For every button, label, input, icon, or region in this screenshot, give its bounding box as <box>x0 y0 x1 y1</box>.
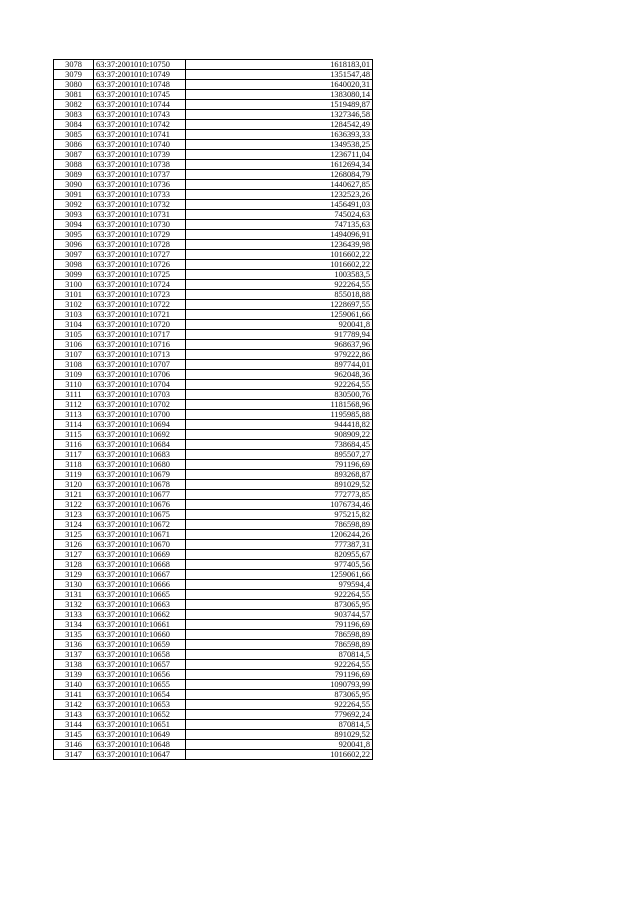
value-cell: 897744,01 <box>186 360 373 370</box>
table-row <box>54 740 373 750</box>
cadastral-value-table <box>53 59 373 760</box>
row-number-cell: 3131 <box>54 590 94 600</box>
row-number-cell: 3091 <box>54 190 94 200</box>
value-cell: 975215,82 <box>186 510 373 520</box>
table-row <box>54 440 373 450</box>
table-row <box>54 700 373 710</box>
table-row <box>54 370 373 380</box>
table-row <box>54 250 373 260</box>
table-row <box>54 280 373 290</box>
value-cell: 1383080,14 <box>186 90 373 100</box>
cadastral-number-cell: 63:37:2001010:10726 <box>94 260 186 270</box>
cadastral-number-cell: 63:37:2001010:10654 <box>94 690 186 700</box>
cadastral-number-cell: 63:37:2001010:10653 <box>94 700 186 710</box>
value-cell: 1232523,26 <box>186 190 373 200</box>
value-cell: 977405,56 <box>186 560 373 570</box>
row-number-cell: 3127 <box>54 550 94 560</box>
table-row <box>54 480 373 490</box>
cadastral-number-cell: 63:37:2001010:10739 <box>94 150 186 160</box>
row-number-cell: 3133 <box>54 610 94 620</box>
row-number-cell: 3104 <box>54 320 94 330</box>
value-cell: 1181568,96 <box>186 400 373 410</box>
table-row <box>54 350 373 360</box>
row-number-cell: 3088 <box>54 160 94 170</box>
row-number-cell: 3108 <box>54 360 94 370</box>
value-cell: 1440627,85 <box>186 180 373 190</box>
row-number-cell: 3120 <box>54 480 94 490</box>
value-cell: 738684,45 <box>186 440 373 450</box>
table-row <box>54 90 373 100</box>
row-number-cell: 3135 <box>54 630 94 640</box>
value-cell: 922264,55 <box>186 660 373 670</box>
table-row <box>54 390 373 400</box>
row-number-cell: 3144 <box>54 720 94 730</box>
table-row <box>54 100 373 110</box>
row-number-cell: 3100 <box>54 280 94 290</box>
value-cell: 1636393,33 <box>186 130 373 140</box>
value-cell: 820955,67 <box>186 550 373 560</box>
table-row <box>54 310 373 320</box>
table-row <box>54 590 373 600</box>
cadastral-number-cell: 63:37:2001010:10684 <box>94 440 186 450</box>
cadastral-number-cell: 63:37:2001010:10671 <box>94 530 186 540</box>
row-number-cell: 3145 <box>54 730 94 740</box>
value-cell: 1612694,34 <box>186 160 373 170</box>
row-number-cell: 3083 <box>54 110 94 120</box>
cadastral-number-cell: 63:37:2001010:10678 <box>94 480 186 490</box>
value-cell: 870814,5 <box>186 720 373 730</box>
cadastral-number-cell: 63:37:2001010:10732 <box>94 200 186 210</box>
row-number-cell: 3121 <box>54 490 94 500</box>
cadastral-number-cell: 63:37:2001010:10652 <box>94 710 186 720</box>
table-row <box>54 520 373 530</box>
value-cell: 1076734,46 <box>186 500 373 510</box>
cadastral-number-cell: 63:37:2001010:10666 <box>94 580 186 590</box>
table-row <box>54 720 373 730</box>
value-cell: 786598,89 <box>186 520 373 530</box>
row-number-cell: 3085 <box>54 130 94 140</box>
cadastral-number-cell: 63:37:2001010:10667 <box>94 570 186 580</box>
cadastral-number-cell: 63:37:2001010:10677 <box>94 490 186 500</box>
table-row <box>54 500 373 510</box>
cadastral-number-cell: 63:37:2001010:10744 <box>94 100 186 110</box>
value-cell: 786598,89 <box>186 640 373 650</box>
row-number-cell: 3129 <box>54 570 94 580</box>
value-cell: 1640020,31 <box>186 80 373 90</box>
cadastral-number-cell: 63:37:2001010:10717 <box>94 330 186 340</box>
value-cell: 1003583,5 <box>186 270 373 280</box>
table-row <box>54 200 373 210</box>
value-cell: 1284542,49 <box>186 120 373 130</box>
table-row <box>54 160 373 170</box>
cadastral-number-cell: 63:37:2001010:10728 <box>94 240 186 250</box>
cadastral-number-cell: 63:37:2001010:10648 <box>94 740 186 750</box>
cadastral-number-cell: 63:37:2001010:10651 <box>94 720 186 730</box>
cadastral-number-cell: 63:37:2001010:10729 <box>94 230 186 240</box>
row-number-cell: 3139 <box>54 670 94 680</box>
table-row <box>54 610 373 620</box>
value-cell: 922264,55 <box>186 280 373 290</box>
table-row <box>54 510 373 520</box>
cadastral-number-cell: 63:37:2001010:10657 <box>94 660 186 670</box>
value-cell: 1236711,04 <box>186 150 373 160</box>
cadastral-number-cell: 63:37:2001010:10656 <box>94 670 186 680</box>
row-number-cell: 3087 <box>54 150 94 160</box>
row-number-cell: 3147 <box>54 750 94 760</box>
row-number-cell: 3112 <box>54 400 94 410</box>
cadastral-number-cell: 63:37:2001010:10730 <box>94 220 186 230</box>
table-row <box>54 680 373 690</box>
row-number-cell: 3122 <box>54 500 94 510</box>
row-number-cell: 3126 <box>54 540 94 550</box>
value-cell: 1494096,91 <box>186 230 373 240</box>
value-cell: 1349538,25 <box>186 140 373 150</box>
table-row <box>54 430 373 440</box>
value-cell: 903744,57 <box>186 610 373 620</box>
row-number-cell: 3116 <box>54 440 94 450</box>
cadastral-number-cell: 63:37:2001010:10668 <box>94 560 186 570</box>
row-number-cell: 3125 <box>54 530 94 540</box>
table-row <box>54 220 373 230</box>
table-row <box>54 80 373 90</box>
cadastral-number-cell: 63:37:2001010:10694 <box>94 420 186 430</box>
row-number-cell: 3089 <box>54 170 94 180</box>
value-cell: 830500,76 <box>186 390 373 400</box>
value-cell: 962048,36 <box>186 370 373 380</box>
cadastral-number-cell: 63:37:2001010:10740 <box>94 140 186 150</box>
cadastral-number-cell: 63:37:2001010:10713 <box>94 350 186 360</box>
table-row <box>54 710 373 720</box>
table-row <box>54 570 373 580</box>
table-row <box>54 490 373 500</box>
table-row <box>54 170 373 180</box>
cadastral-number-cell: 63:37:2001010:10733 <box>94 190 186 200</box>
table-row <box>54 340 373 350</box>
row-number-cell: 3141 <box>54 690 94 700</box>
table-row <box>54 120 373 130</box>
table-row <box>54 140 373 150</box>
value-cell: 979594,4 <box>186 580 373 590</box>
row-number-cell: 3140 <box>54 680 94 690</box>
row-number-cell: 3143 <box>54 710 94 720</box>
row-number-cell: 3142 <box>54 700 94 710</box>
table-row <box>54 640 373 650</box>
cadastral-number-cell: 63:37:2001010:10649 <box>94 730 186 740</box>
table-row <box>54 530 373 540</box>
cadastral-number-cell: 63:37:2001010:10665 <box>94 590 186 600</box>
table-row <box>54 330 373 340</box>
table-row <box>54 410 373 420</box>
value-cell: 1016602,22 <box>186 250 373 260</box>
cadastral-number-cell: 63:37:2001010:10663 <box>94 600 186 610</box>
cadastral-number-cell: 63:37:2001010:10737 <box>94 170 186 180</box>
row-number-cell: 3093 <box>54 210 94 220</box>
row-number-cell: 3115 <box>54 430 94 440</box>
value-cell: 1351547,48 <box>186 70 373 80</box>
cadastral-number-cell: 63:37:2001010:10722 <box>94 300 186 310</box>
cadastral-number-cell: 63:37:2001010:10716 <box>94 340 186 350</box>
cadastral-number-cell: 63:37:2001010:10659 <box>94 640 186 650</box>
cadastral-number-cell: 63:37:2001010:10692 <box>94 430 186 440</box>
row-number-cell: 3098 <box>54 260 94 270</box>
table-row <box>54 630 373 640</box>
value-cell: 791196,69 <box>186 670 373 680</box>
table-row <box>54 650 373 660</box>
row-number-cell: 3084 <box>54 120 94 130</box>
table-row <box>54 60 373 70</box>
cadastral-number-cell: 63:37:2001010:10702 <box>94 400 186 410</box>
cadastral-number-cell: 63:37:2001010:10672 <box>94 520 186 530</box>
cadastral-number-cell: 63:37:2001010:10676 <box>94 500 186 510</box>
value-cell: 891029,52 <box>186 480 373 490</box>
table-row <box>54 470 373 480</box>
value-cell: 873065,95 <box>186 690 373 700</box>
value-cell: 1016602,22 <box>186 260 373 270</box>
row-number-cell: 3082 <box>54 100 94 110</box>
cadastral-number-cell: 63:37:2001010:10670 <box>94 540 186 550</box>
table-row <box>54 360 373 370</box>
table-row <box>54 600 373 610</box>
table-row <box>54 70 373 80</box>
value-cell: 944418,82 <box>186 420 373 430</box>
row-number-cell: 3109 <box>54 370 94 380</box>
value-cell: 917789,94 <box>186 330 373 340</box>
value-cell: 1016602,22 <box>186 750 373 760</box>
value-cell: 1195985,88 <box>186 410 373 420</box>
table-row <box>54 400 373 410</box>
cadastral-number-cell: 63:37:2001010:10745 <box>94 90 186 100</box>
row-number-cell: 3111 <box>54 390 94 400</box>
cadastral-number-cell: 63:37:2001010:10720 <box>94 320 186 330</box>
row-number-cell: 3110 <box>54 380 94 390</box>
value-cell: 1456491,03 <box>186 200 373 210</box>
value-cell: 922264,55 <box>186 700 373 710</box>
value-cell: 1228697,55 <box>186 300 373 310</box>
table-row <box>54 320 373 330</box>
cadastral-number-cell: 63:37:2001010:10683 <box>94 450 186 460</box>
value-cell: 779692,24 <box>186 710 373 720</box>
table-row <box>54 450 373 460</box>
value-cell: 791196,69 <box>186 620 373 630</box>
row-number-cell: 3094 <box>54 220 94 230</box>
row-number-cell: 3114 <box>54 420 94 430</box>
cadastral-number-cell: 63:37:2001010:10731 <box>94 210 186 220</box>
row-number-cell: 3105 <box>54 330 94 340</box>
value-cell: 791196,69 <box>186 460 373 470</box>
cadastral-number-cell: 63:37:2001010:10749 <box>94 70 186 80</box>
cadastral-number-cell: 63:37:2001010:10660 <box>94 630 186 640</box>
table-row <box>54 110 373 120</box>
cadastral-number-cell: 63:37:2001010:10704 <box>94 380 186 390</box>
row-number-cell: 3128 <box>54 560 94 570</box>
row-number-cell: 3096 <box>54 240 94 250</box>
value-cell: 895507,27 <box>186 450 373 460</box>
table-row <box>54 270 373 280</box>
value-cell: 979222,86 <box>186 350 373 360</box>
row-number-cell: 3118 <box>54 460 94 470</box>
table-row <box>54 150 373 160</box>
cadastral-number-cell: 63:37:2001010:10706 <box>94 370 186 380</box>
row-number-cell: 3134 <box>54 620 94 630</box>
value-cell: 920041,8 <box>186 740 373 750</box>
row-number-cell: 3136 <box>54 640 94 650</box>
row-number-cell: 3097 <box>54 250 94 260</box>
value-cell: 1327346,58 <box>186 110 373 120</box>
cadastral-number-cell: 63:37:2001010:10738 <box>94 160 186 170</box>
row-number-cell: 3081 <box>54 90 94 100</box>
table-row <box>54 690 373 700</box>
table-row <box>54 260 373 270</box>
row-number-cell: 3123 <box>54 510 94 520</box>
row-number-cell: 3132 <box>54 600 94 610</box>
row-number-cell: 3101 <box>54 290 94 300</box>
table-row <box>54 380 373 390</box>
value-cell: 908909,22 <box>186 430 373 440</box>
value-cell: 873065,95 <box>186 600 373 610</box>
table-row <box>54 540 373 550</box>
value-cell: 1268084,79 <box>186 170 373 180</box>
value-cell: 891029,52 <box>186 730 373 740</box>
value-cell: 745024,63 <box>186 210 373 220</box>
value-cell: 855018,88 <box>186 290 373 300</box>
value-cell: 920041,8 <box>186 320 373 330</box>
row-number-cell: 3146 <box>54 740 94 750</box>
row-number-cell: 3092 <box>54 200 94 210</box>
value-cell: 1259061,66 <box>186 570 373 580</box>
table-row <box>54 660 373 670</box>
table-row <box>54 210 373 220</box>
row-number-cell: 3117 <box>54 450 94 460</box>
cadastral-number-cell: 63:37:2001010:10736 <box>94 180 186 190</box>
value-cell: 1090793,99 <box>186 680 373 690</box>
row-number-cell: 3106 <box>54 340 94 350</box>
cadastral-number-cell: 63:37:2001010:10750 <box>94 60 186 70</box>
cadastral-number-cell: 63:37:2001010:10707 <box>94 360 186 370</box>
row-number-cell: 3079 <box>54 70 94 80</box>
table-row <box>54 180 373 190</box>
table-row <box>54 730 373 740</box>
table-row <box>54 460 373 470</box>
table-row <box>54 550 373 560</box>
value-cell: 747135,63 <box>186 220 373 230</box>
row-number-cell: 3119 <box>54 470 94 480</box>
table-row <box>54 560 373 570</box>
table-row <box>54 620 373 630</box>
row-number-cell: 3113 <box>54 410 94 420</box>
table-body <box>54 60 373 760</box>
row-number-cell: 3138 <box>54 660 94 670</box>
row-number-cell: 3103 <box>54 310 94 320</box>
row-number-cell: 3099 <box>54 270 94 280</box>
cadastral-number-cell: 63:37:2001010:10724 <box>94 280 186 290</box>
row-number-cell: 3078 <box>54 60 94 70</box>
cadastral-number-cell: 63:37:2001010:10725 <box>94 270 186 280</box>
value-cell: 922264,55 <box>186 590 373 600</box>
value-cell: 968637,96 <box>186 340 373 350</box>
cadastral-number-cell: 63:37:2001010:10742 <box>94 120 186 130</box>
cadastral-number-cell: 63:37:2001010:10647 <box>94 750 186 760</box>
row-number-cell: 3107 <box>54 350 94 360</box>
cadastral-number-cell: 63:37:2001010:10680 <box>94 460 186 470</box>
row-number-cell: 3090 <box>54 180 94 190</box>
row-number-cell: 3086 <box>54 140 94 150</box>
row-number-cell: 3080 <box>54 80 94 90</box>
cadastral-number-cell: 63:37:2001010:10721 <box>94 310 186 320</box>
row-number-cell: 3102 <box>54 300 94 310</box>
cadastral-number-cell: 63:37:2001010:10700 <box>94 410 186 420</box>
table-row <box>54 190 373 200</box>
value-cell: 922264,55 <box>186 380 373 390</box>
value-cell: 772773,85 <box>186 490 373 500</box>
cadastral-number-cell: 63:37:2001010:10679 <box>94 470 186 480</box>
cadastral-number-cell: 63:37:2001010:10741 <box>94 130 186 140</box>
table-row <box>54 240 373 250</box>
cadastral-number-cell: 63:37:2001010:10661 <box>94 620 186 630</box>
table-row <box>54 420 373 430</box>
table-row <box>54 130 373 140</box>
cadastral-number-cell: 63:37:2001010:10669 <box>94 550 186 560</box>
cadastral-number-cell: 63:37:2001010:10675 <box>94 510 186 520</box>
value-cell: 1206244,26 <box>186 530 373 540</box>
row-number-cell: 3095 <box>54 230 94 240</box>
cadastral-number-cell: 63:37:2001010:10727 <box>94 250 186 260</box>
cadastral-number-cell: 63:37:2001010:10662 <box>94 610 186 620</box>
table-row <box>54 300 373 310</box>
value-cell: 893268,87 <box>186 470 373 480</box>
table-row <box>54 580 373 590</box>
value-cell: 1259061,66 <box>186 310 373 320</box>
value-cell: 777387,31 <box>186 540 373 550</box>
cadastral-number-cell: 63:37:2001010:10743 <box>94 110 186 120</box>
cadastral-number-cell: 63:37:2001010:10658 <box>94 650 186 660</box>
value-cell: 870814,5 <box>186 650 373 660</box>
table-row <box>54 290 373 300</box>
cadastral-number-cell: 63:37:2001010:10655 <box>94 680 186 690</box>
value-cell: 786598,89 <box>186 630 373 640</box>
cadastral-number-cell: 63:37:2001010:10723 <box>94 290 186 300</box>
cadastral-number-cell: 63:37:2001010:10748 <box>94 80 186 90</box>
table-row <box>54 670 373 680</box>
table-row <box>54 230 373 240</box>
row-number-cell: 3137 <box>54 650 94 660</box>
row-number-cell: 3124 <box>54 520 94 530</box>
row-number-cell: 3130 <box>54 580 94 590</box>
value-cell: 1618183,01 <box>186 60 373 70</box>
table-row <box>54 750 373 760</box>
cadastral-number-cell: 63:37:2001010:10703 <box>94 390 186 400</box>
value-cell: 1236439,98 <box>186 240 373 250</box>
value-cell: 1519489,87 <box>186 100 373 110</box>
